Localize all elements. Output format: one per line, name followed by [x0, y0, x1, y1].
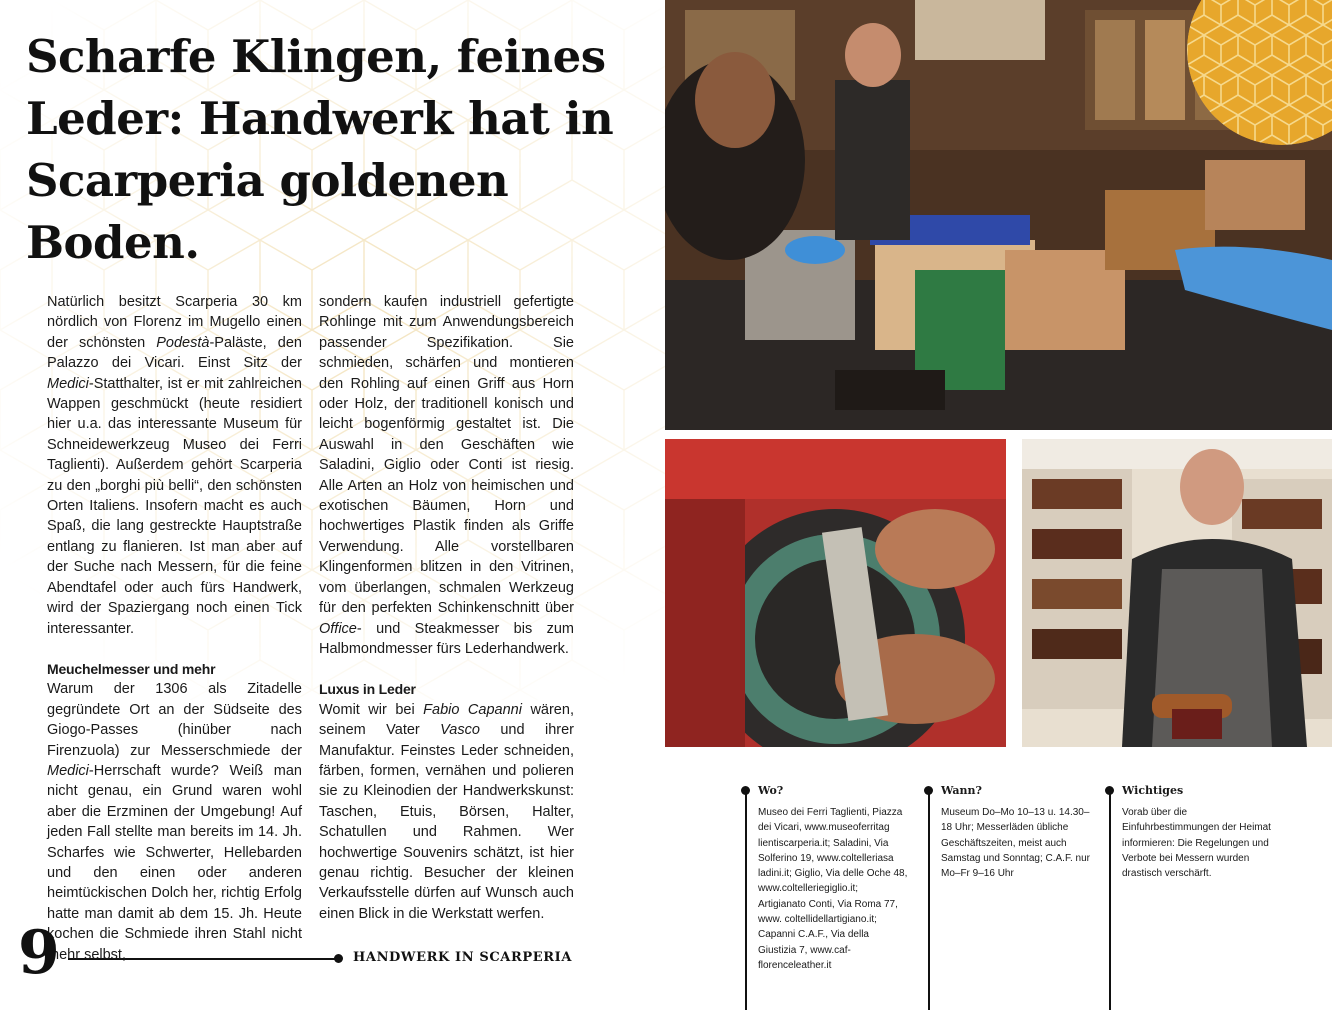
- section-title: HANDWERK IN SCARPERIA: [353, 950, 573, 965]
- bullet-dot: [741, 786, 750, 795]
- info-divider: [1109, 790, 1111, 1010]
- page-number: 9: [18, 918, 60, 988]
- craftsman-photo: [1022, 439, 1332, 747]
- subheading: Luxus in Leder: [319, 681, 416, 698]
- info-divider: [928, 790, 930, 1010]
- paragraph: Warum der 1306 als Zitadelle gegründete Ort an der Südseite des Giogo-Passes (hinüber nach Firenzuola) zur Messerschmiede der Medici-Herrschaft wurde? Weiß man nicht genau, ein Grund waren wohl aber die Erzminen der Umgebung! Auf jeden Fall stellte man bereits im 14. Jh. Scharfes wie Schwerter, Hellebarden und den einen oder anderen heimtückischen Dolch her, richtig Erfolg hatte man damit ab dem 15. Jh. Heute kochen die Schmiede ihren Stahl nicht mehr selbst,: [47, 681, 302, 963]
- paragraph: Womit wir bei Fabio Capanni wären, seinem Vater Vasco und ihrer Manufaktur. Feinstes Leder schneiden, färben, formen, vernähen und polieren sie zu Kleinodien der Handwerkskunst: Taschen, Etuis, Börsen, Halter, Schatullen und Rahmen. Wer hochwertige Souvenirs schätzt, ist hier genau richtig. Besucher der kleinen Verkaufsstelle dürfen auf Wunsch auch einen Blick in die Werkstatt werfen.: [319, 701, 574, 922]
- bullet-dot: [1105, 786, 1114, 795]
- info-title: Wichtiges: [1122, 784, 1184, 797]
- info-title: Wann?: [941, 784, 982, 797]
- paragraph: Natürlich besitzt Scarperia 30 km nördlich von Florenz im Mugello einen der schönsten Podestà-Paläste, den Palazzo dei Vicari. Einst Sitz der Medici-Statthalter, ist er mit zahlreichen Wappen geschmückt (heute residiert hier u.a. das interessante Museum für Schneidewerkzeug Museo dei Ferri Taglienti). Außerdem gehört Scarperia zu den „borghi più belli“, den schönsten Orten Italiens. Insofern macht es auch Spaß, die lang gestreckte Hauptstraße entlang zu flanieren. Ist man aber auf der Suche nach Messern, für die feine Abendtafel oder auch fürs Handwerk, wird der Spaziergang noch einen Tick interessanter.: [47, 294, 302, 637]
- paragraph: sondern kaufen industriell gefertigte Rohlinge mit zum Anwendungsbereich passender Spezifikation. Sie schmieden, schärfen und montieren den Rohling auf einen Griff aus Horn oder Holz, der traditionell konisch und leicht bogenförmig gestaltet ist. Die Auswahl in den Geschäften wie Saladini, Giglio oder Conti ist riesig. Alle Arten an Holz von heimischen und exotischen Bäumen, Horn und hochwertiges Plastik finden als Griffe Verwendung. Alle vorstellbaren Klingenformen blitzen in den Vitrinen, vom überlangen, schmalen Werkzeug für den perfekten Schinkenschnitt über Office- und Steakmesser bis zum Halbmondmesser fürs Lederhandwerk.: [319, 294, 574, 657]
- bullet-dot: [924, 786, 933, 795]
- info-text: Museum Do–Mo 10–13 u. 14.30–18 Uhr; Messerläden übliche Geschäftszeiten, meist auch Samstag und Sonntag; C.A.F. nur Mo–Fr 9–16 Uhr: [941, 807, 1090, 880]
- article-column-1: [47, 292, 302, 965]
- article-column-2: [319, 292, 574, 924]
- info-text: Vorab über die Einfuhrbestimmungen der Heimat informieren: Die Regelungen und Verbote bei Messern wurden drastisch verschärft.: [1122, 807, 1271, 880]
- footer-dot: [334, 954, 343, 963]
- info-text: Museo dei Ferri Taglienti, Piazza dei Vicari, www.museoferritag lientiscarperia.it; Saladini, Via Solferino 19, www.coltelleriasa ladini.it; Giglio, Via delle Oche 48, www.coltelleriegiglio.it; Artigianato Conti, Via Roma 77, www. coltellidellartigiano.it; Capanni C.A.F., Via della Giustizia 7, www.caf-florenceleather.it: [758, 807, 908, 971]
- headline: Scharfe Klingen, feines Leder: Handwerk hat in Scarperia goldenen Boden.: [26, 30, 614, 269]
- subheading: Meuchelmesser und mehr: [47, 660, 216, 677]
- info-title: Wo?: [758, 784, 784, 797]
- grinding-photo: [665, 439, 1006, 747]
- info-divider: [745, 790, 747, 1010]
